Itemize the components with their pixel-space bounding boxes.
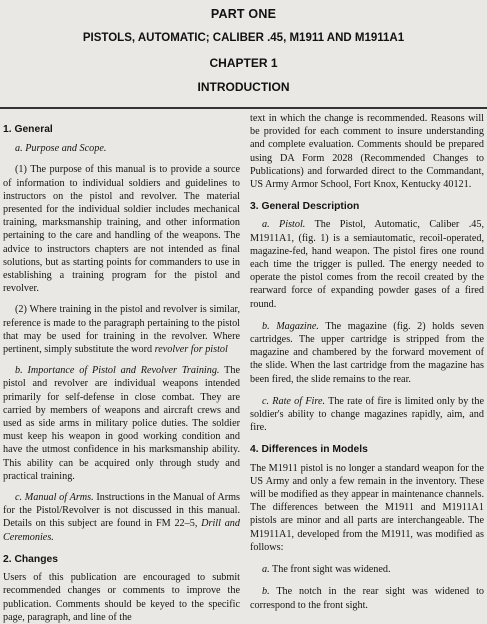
left-column [3,112,240,624]
part-heading: PART ONE [210,7,277,21]
chapter-heading: CHAPTER 1 [209,56,278,70]
right-column [250,112,484,612]
paragraph-purpose-1: (1) The purpose of this manual is to provide a source of information to individual soldiers and guidelines to instructors on the pistol and revolver. The material presented for the individual soldier includes mechanical training, marksmanship training, and other information pertaining to the care and handling of the weapons. The advice to instructors chapters are not intended as final solutions, but as starting points for commanders to use in establishing a training program for the pistol and revolver. [3,164,240,295]
section-heading-general: 1. General [3,124,53,135]
chapter-title: INTRODUCTION [197,80,290,94]
section-heading-description: 3. General Description [250,201,360,213]
section-heading-changes: 2. Changes [3,553,58,565]
paragraph-manual-of-arms: c. Manual of Arms. Instructions in the Manual of Arms for the Pistol/Revolver is not discussed in this manual. Details on this subject are found in FM 22–5, Drill and Ceremonies. [3,492,241,543]
paragraph-pistol: a. Pistol. The Pistol, Automatic, Caliber .45, M1911A1, (fig. 1) is a semiautomatic, recoil-operated, magazine-fed, hand weapon. The pistol fires one round each time the trigger is pulled. The energy needed to operate the pistol comes from the recoil created by the rearward force of expanding powder gases of a fired round. [250,219,484,310]
paragraph-purpose-2: (2) Where training in the pistol and revolver is similar, reference is made to the paragraph pertaining to the pistol that may be used for training in the revolver. Where pertinent, simply substitute the word revolver for pistol [3,304,240,356]
paragraph-importance: b. Importance of Pistol and Revolver Training. The pistol and revolver are individual weapons intended primarily for self-defense in close combat. They are carried by members of weapons and aircraft crews and used as side arms in military police duties. The soldier must keep his weapon in good working condition and have the utmost confidence in his marksmanship ability. This ability can be acquired only through study and practical training. [3,365,240,482]
paragraph-magazine: b. Magazine. The magazine (fig. 2) holds seven cartridges. The upper cartridge is stripped from the magazine and chambered by the forward movement of the slide. When the last cartridge from the magazine has been fired, the slide remains to the rear. [250,320,484,385]
paragraph-changes-right: text in which the change is recommended. Reasons will be provided for each comment to insure understanding and complete evaluation. Comments should be prepared using DA Form 2028 (Recommended Changes to Publications) and forwarded direct to the Commandant, US Army Armor School, Fort Knox, Kentucky 40121. [250,113,484,191]
subsection-label-purpose: a. Purpose and Scope. [15,143,107,155]
part-title: PISTOLS, AUTOMATIC; CALIBER .45, M1911 AND M1911A1 [82,32,405,44]
paragraph-front-sight: a. The front sight was widened. [262,564,391,576]
paragraph-differences: The M1911 pistol is no longer a standard weapon for the US Army and only a few remain in the inventory. These will be modified as they appear in maintenance channels. The differences between the M1911 and M1911A1 pistols are minor and all parts are interchangeable. The M1911A1, developed from the M1911, was modified as follows: [250,462,484,553]
paragraph-rate-of-fire: c. Rate of Fire. The rate of fire is limited only by the soldier's ability to change magazines rapidly, aim, and fire. [250,395,484,434]
paragraph-rear-sight: b. The notch in the rear sight was widened to correspond to the front sight. [250,586,484,611]
header-rule [0,107,487,109]
paragraph-changes-left: Users of this publication are encouraged to submit recommended changes or comments to improve the publication. Comments should be keyed to the specific page, paragraph, and line of the [3,572,240,623]
section-heading-differences: 4. Differences in Models [250,444,368,456]
